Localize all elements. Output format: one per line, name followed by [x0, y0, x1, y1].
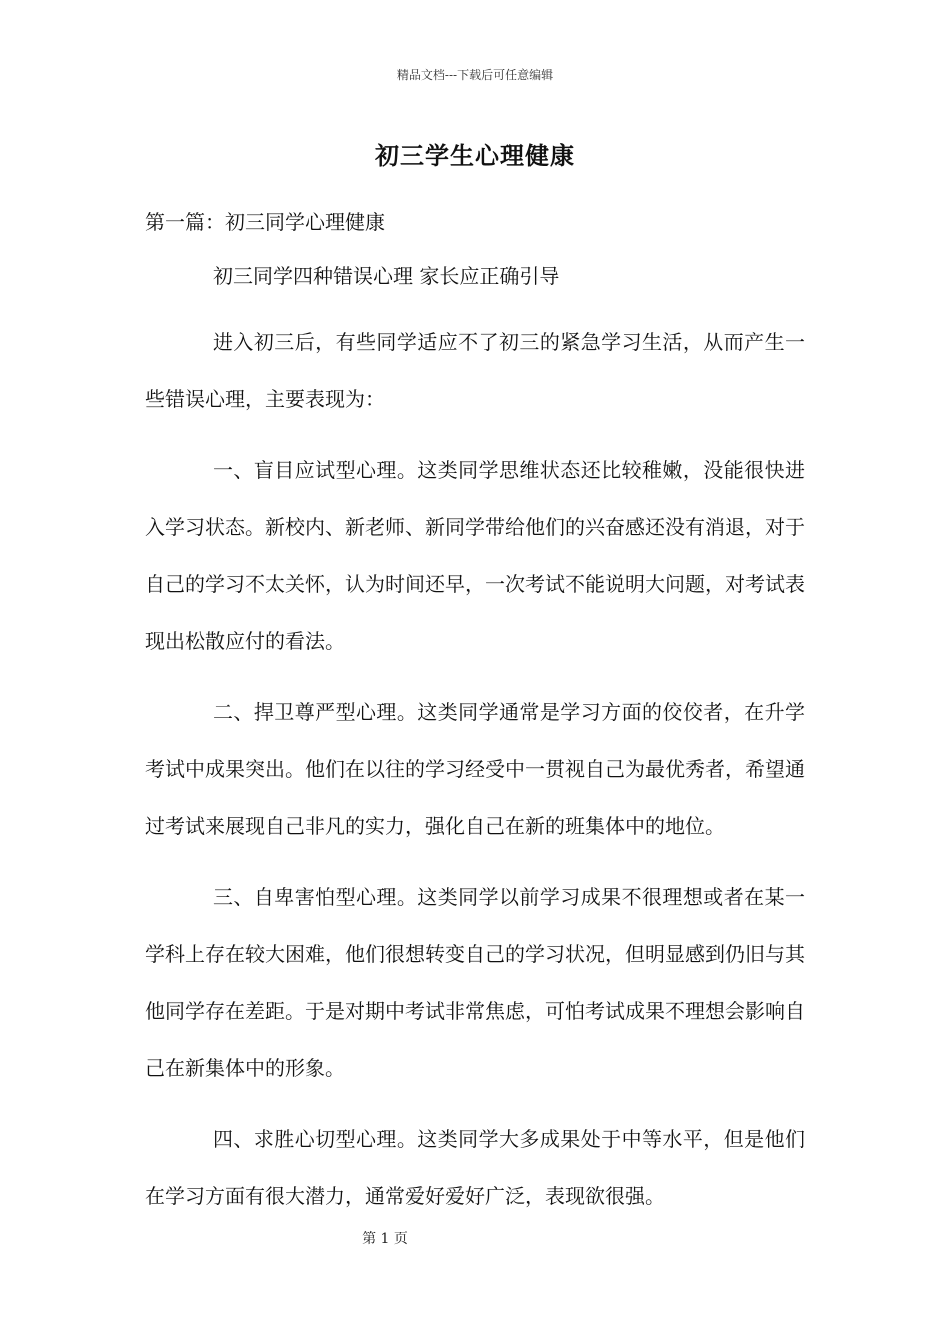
header-note: 精品文档---下载后可任意编辑: [396, 68, 554, 82]
paragraph-intro: 进入初三后，有些同学适应不了初三的紧急学习生活，从而产生一些错误心理，主要表现为：: [145, 330, 805, 411]
paragraph-2: 二、捍卫尊严型心理。这类同学通常是学习方面的佼佼者，在升学考试中成果突出。他们在以往的学习经受中一贯视自己为最优秀者，希望通过考试来展现自己非凡的实力，强化自己在新的班集体中的地位。: [145, 700, 805, 838]
document-body: [145, 196, 805, 1225]
page-number: 第 1 页: [362, 1231, 408, 1247]
document-title: 初三学生心理健康: [375, 141, 575, 170]
subheading: 初三同学四种错误心理 家长应正确引导: [213, 264, 560, 288]
section-heading: 第一篇：初三同学心理健康: [145, 210, 385, 234]
paragraph-3: 三、自卑害怕型心理。这类同学以前学习成果不很理想或者在某一学科上存在较大困难，他们很想转变自己的学习状况，但明显感到仍旧与其他同学存在差距。于是对期中考试非常焦虑，可怕考试成果不理想会影响自己在新集体中的形象。: [145, 885, 805, 1080]
paragraph-1: 一、盲目应试型心理。这类同学思维状态还比较稚嫩，没能很快进入学习状态。新校内、新老师、新同学带给他们的兴奋感还没有消退，对于自己的学习不太关怀，认为时间还早，一次考试不能说明大问题，对考试表现出松散应付的看法。: [145, 458, 805, 653]
paragraph-4: 四、求胜心切型心理。这类同学大多成果处于中等水平，但是他们在学习方面有很大潜力，通常爱好爱好广泛，表现欲很强。: [145, 1127, 805, 1208]
